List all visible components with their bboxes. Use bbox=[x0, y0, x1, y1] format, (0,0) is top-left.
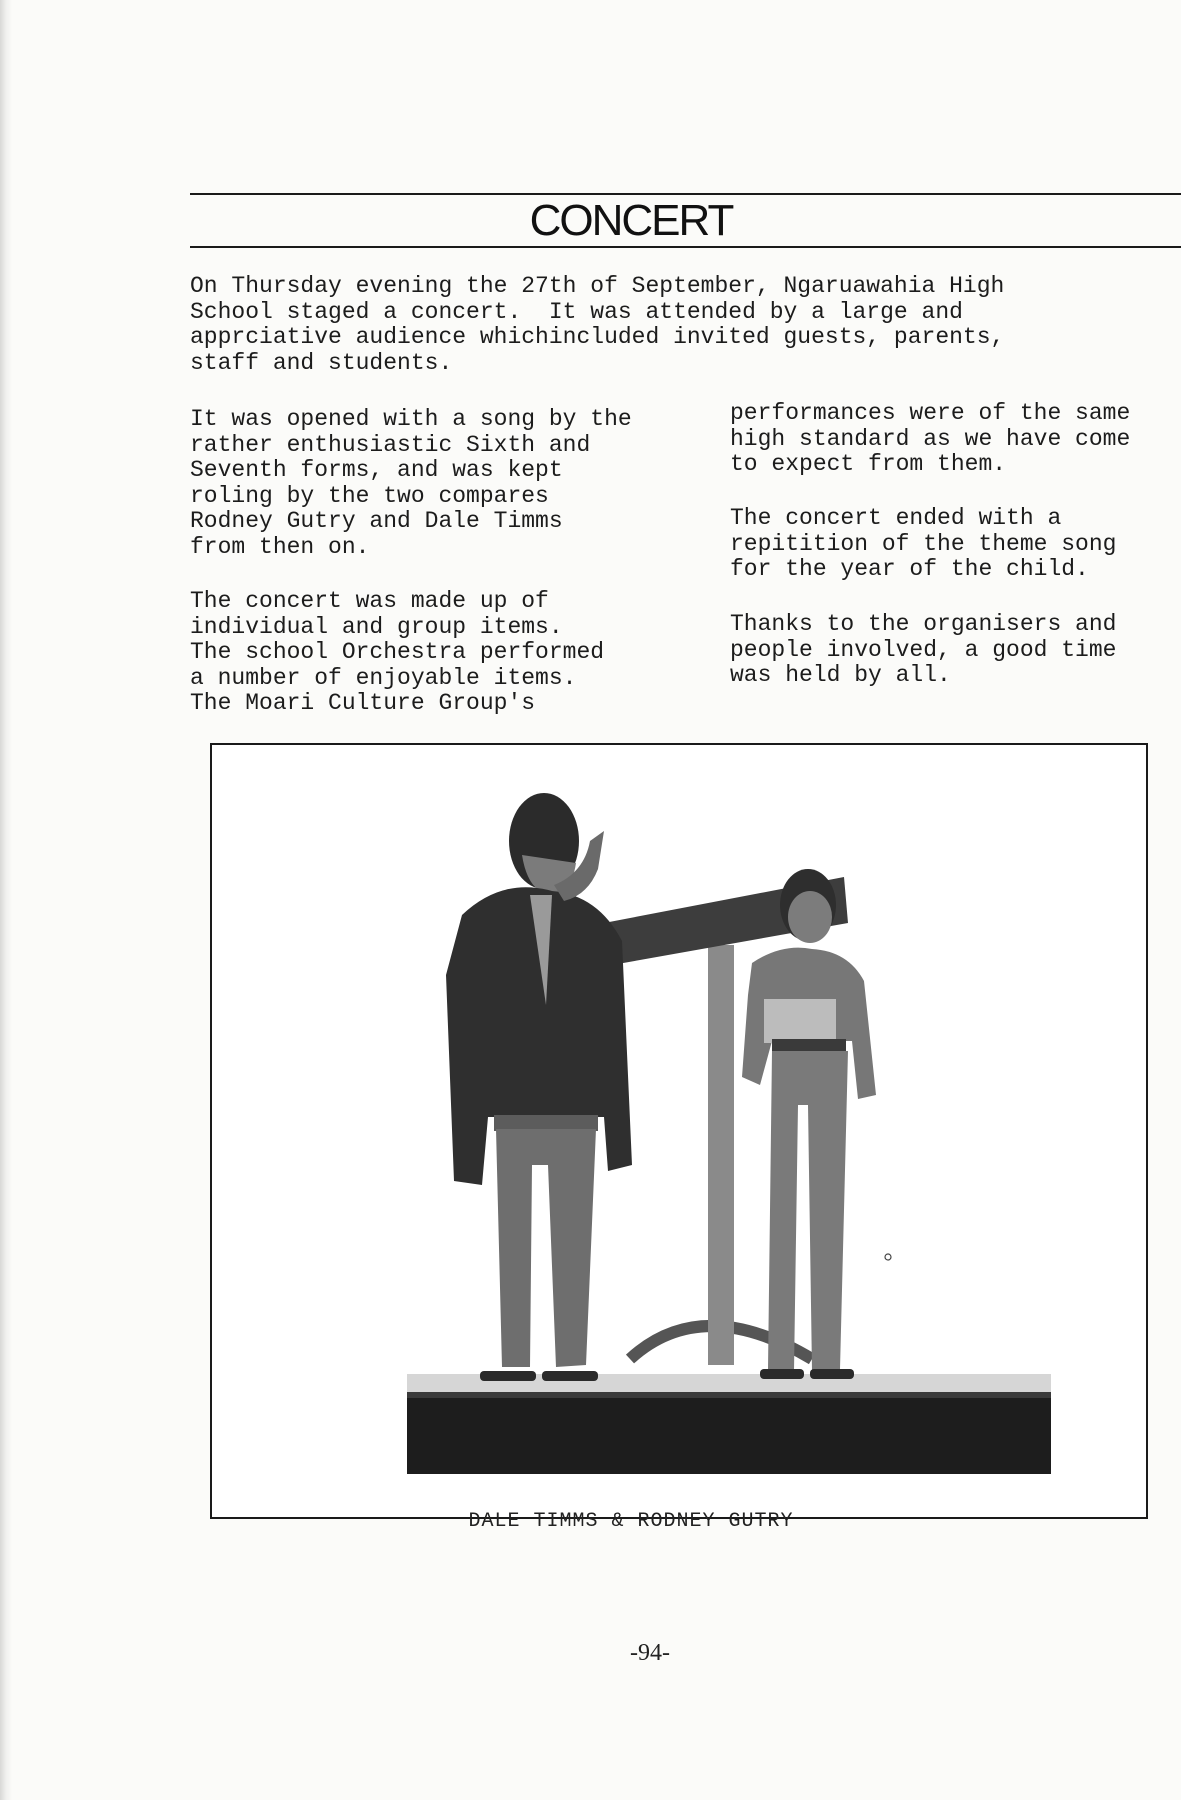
presenter-rodney-gutry bbox=[742, 869, 876, 1379]
left-column-paragraph-2: The concert was made up of individual and group items. The school Orchestra performed a number of enjoyable items. The Moari Culture Group's bbox=[190, 588, 605, 716]
script-papers bbox=[764, 999, 836, 1043]
photo-frame bbox=[210, 743, 1148, 1519]
binding-edge bbox=[0, 0, 12, 1800]
presenter-dale-timms bbox=[446, 793, 632, 1381]
right-column-paragraph-3: Thanks to the organisers and people involved, a good time was held by all. bbox=[730, 611, 1117, 688]
page-number: -94- bbox=[630, 1640, 670, 1666]
left-column-paragraph-1: It was opened with a song by the rather enthusiastic Sixth and Seventh forms, and was kept roling by the two compares Rodney Gutry and Dale Timms from then on. bbox=[190, 406, 632, 560]
photo-caption: DALE TIMMS & RODNEY GUTRY bbox=[468, 1510, 794, 1533]
stage-front bbox=[407, 1392, 1051, 1474]
article-title: CONCERT bbox=[529, 196, 733, 245]
right-column-paragraph-1: performances were of the same high standard as we have come to expect from them. bbox=[730, 400, 1131, 477]
heading-bottom-rule bbox=[190, 246, 1181, 248]
right-column-paragraph-2: The concert ended with a repitition of the theme song for the year of the child. bbox=[730, 505, 1117, 582]
photo-two-presenters bbox=[212, 745, 1146, 1517]
intro-paragraph: On Thursday evening the 27th of September, Ngaruawahia High School staged a concert. It was attended by a large and apprciative audience whichincluded invited guests, parents, staff and students. bbox=[190, 273, 1005, 376]
music-stand-pole bbox=[708, 945, 734, 1365]
